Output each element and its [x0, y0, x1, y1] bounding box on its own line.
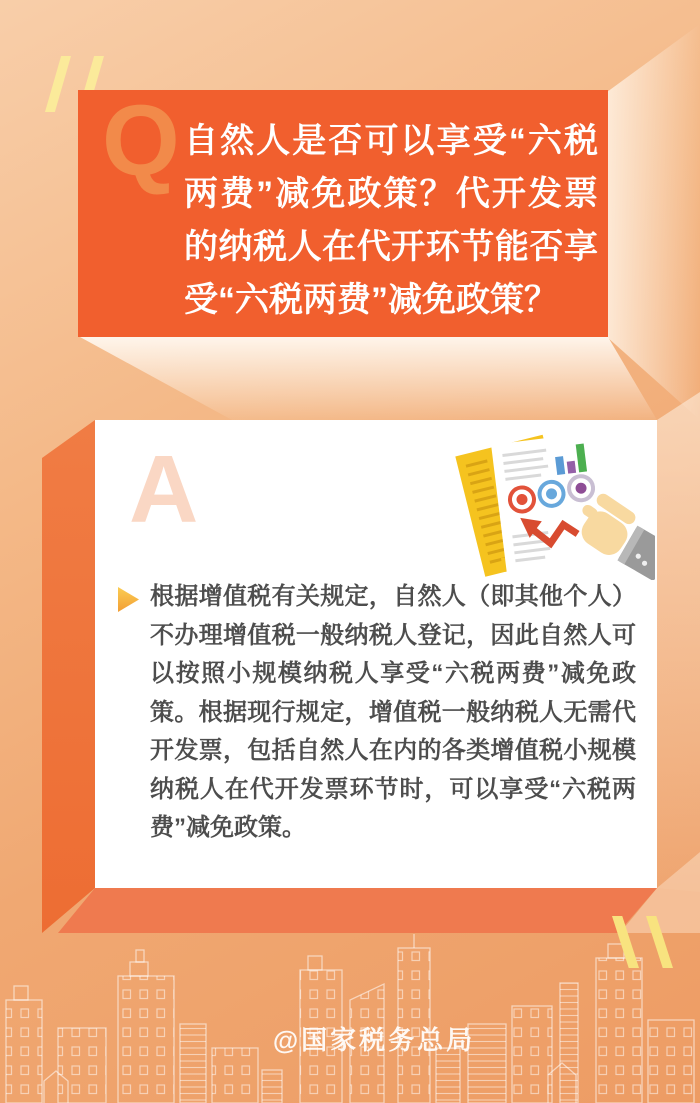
answer-card-side-face [42, 420, 95, 933]
light-beam-right-of-question [607, 24, 700, 420]
close-quote-tick [646, 916, 673, 968]
close-quote-tick [612, 916, 639, 968]
bullet-triangle-icon [118, 587, 139, 612]
answer-card [95, 420, 657, 888]
close-quote-icon [612, 916, 673, 968]
answer-text: 根据增值税有关规定，自然人（即其他个人）不办理增值税一般纳税人登记，因此自然人可以按照小规模纳税人享受“六税两费”减免政策。根据现行规定，增值税一般纳税人无需代开发票，包括自然人在内的各类增值税小规模纳税人在代开发票环节时，可以享受“六税两费”减免政策。 [150, 583, 636, 841]
light-beam-below-question [80, 337, 657, 420]
question-text: 自然人是否可以享受“六税两费”减免政策？代开发票的纳税人在代开环节能否享受“六税两费”减免政策？ [184, 122, 598, 319]
question-marker: Q [102, 85, 180, 197]
city-skyline-illustration [0, 928, 700, 1103]
answer-marker: A [129, 436, 199, 543]
open-quote-tick [45, 56, 71, 112]
answer-card-bottom-face [58, 888, 657, 933]
document-charts-hand-illustration [443, 434, 655, 580]
light-beam-right-of-answer [657, 392, 700, 892]
question-box [78, 85, 608, 337]
watermark: @国家税务总局 [272, 1025, 476, 1055]
